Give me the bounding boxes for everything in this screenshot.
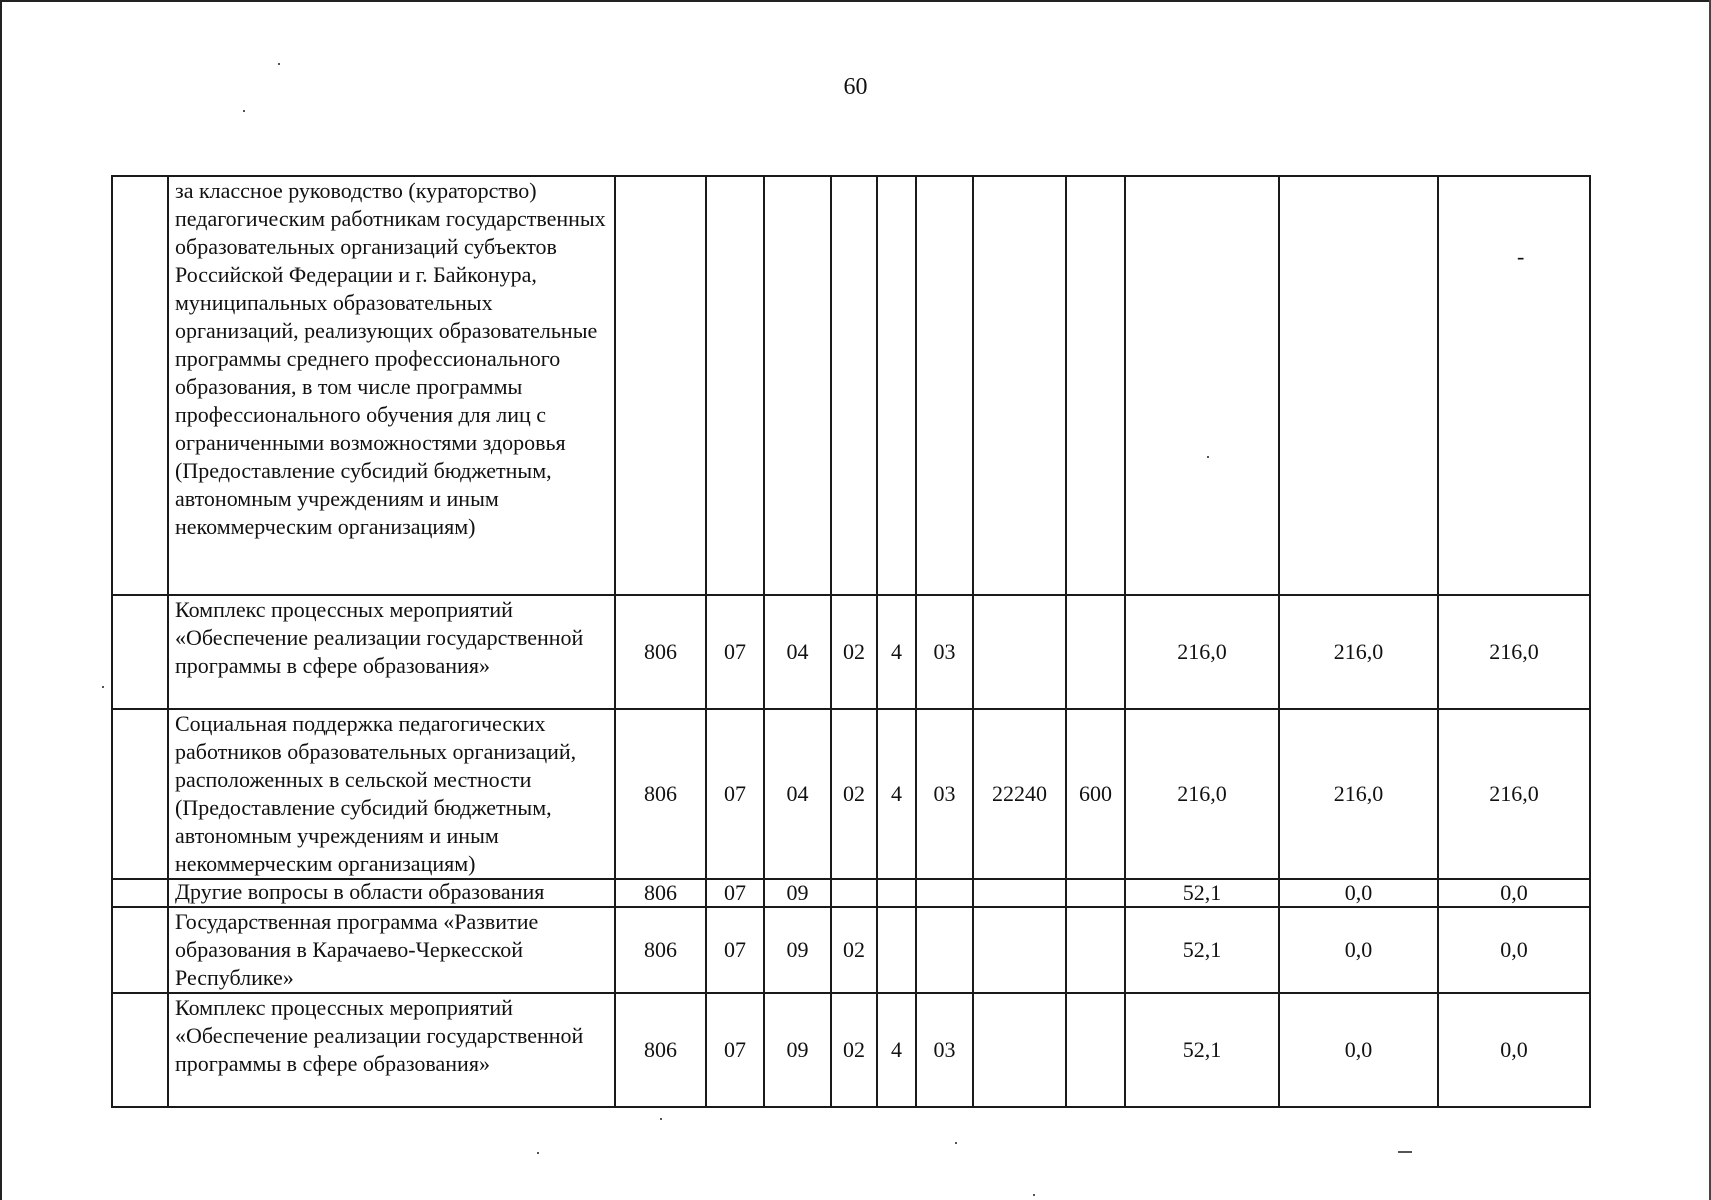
row-name-cell: Комплекс процессных мероприятий «Обеспечение реализации государственной программы в сфере образования» xyxy=(168,595,615,709)
ved-cell: 806 xyxy=(615,879,706,907)
cs-subprogram-cell: 03 xyxy=(916,709,973,879)
row-name-cell: Комплекс процессных мероприятий «Обеспечение реализации государственной программы в сфере образования» xyxy=(168,993,615,1107)
sum-year2-cell xyxy=(1279,176,1438,595)
sum-year1-cell: 52,1 xyxy=(1125,907,1279,993)
rz-cell: 07 xyxy=(706,907,764,993)
cs-subprogram-cell xyxy=(916,176,973,595)
rz-cell: 07 xyxy=(706,595,764,709)
pr-cell: 09 xyxy=(764,879,831,907)
vr-cell xyxy=(1066,176,1125,595)
sum-year1-cell: 216,0 xyxy=(1125,595,1279,709)
scan-speck xyxy=(1398,1151,1412,1153)
vr-cell xyxy=(1066,879,1125,907)
pr-cell: 04 xyxy=(764,595,831,709)
ved-cell: 806 xyxy=(615,709,706,879)
sum-year3-cell: 0,0 xyxy=(1438,907,1590,993)
cs-direction-cell xyxy=(973,879,1066,907)
ved-cell: 806 xyxy=(615,595,706,709)
cs-type-cell xyxy=(877,879,916,907)
cs-subprogram-cell xyxy=(916,879,973,907)
cs-direction-cell xyxy=(973,993,1066,1107)
pr-cell xyxy=(764,176,831,595)
cs-subprogram-cell: 03 xyxy=(916,595,973,709)
cs-program-cell: 02 xyxy=(831,993,877,1107)
sum-year2-cell: 0,0 xyxy=(1279,907,1438,993)
page-border-top xyxy=(0,0,1711,2)
vr-cell xyxy=(1066,993,1125,1107)
cs-program-cell xyxy=(831,879,877,907)
row-index-cell xyxy=(112,993,168,1107)
pr-cell: 09 xyxy=(764,907,831,993)
sum-year2-cell: 216,0 xyxy=(1279,709,1438,879)
cs-type-cell xyxy=(877,907,916,993)
sum-year2-cell: 216,0 xyxy=(1279,595,1438,709)
vr-cell xyxy=(1066,595,1125,709)
pr-cell: 09 xyxy=(764,993,831,1107)
page-border-left xyxy=(0,0,2,1200)
cs-program-cell: 02 xyxy=(831,595,877,709)
ved-cell: 806 xyxy=(615,993,706,1107)
cs-subprogram-cell: 03 xyxy=(916,993,973,1107)
table-row xyxy=(112,595,1590,709)
scan-speck xyxy=(660,1118,662,1120)
sum-year3-cell: 0,0 xyxy=(1438,993,1590,1107)
cs-program-cell: 02 xyxy=(831,907,877,993)
row-index-cell xyxy=(112,176,168,595)
budget-table xyxy=(111,175,1591,1108)
cs-type-cell: 4 xyxy=(877,595,916,709)
cs-direction-cell xyxy=(973,595,1066,709)
row-index-cell xyxy=(112,595,168,709)
cs-direction-cell xyxy=(973,176,1066,595)
cs-type-cell: 4 xyxy=(877,993,916,1107)
sum-year3-cell: 0,0 xyxy=(1438,879,1590,907)
sum-year1-cell: 52,1 xyxy=(1125,879,1279,907)
sum-year2-cell: 0,0 xyxy=(1279,879,1438,907)
rz-cell: 07 xyxy=(706,709,764,879)
scan-speck xyxy=(955,1142,957,1144)
sum-year3-cell xyxy=(1438,176,1590,595)
rz-cell xyxy=(706,176,764,595)
ved-cell xyxy=(615,176,706,595)
page-number: 60 xyxy=(843,74,868,100)
sum-year1-cell: 52,1 xyxy=(1125,993,1279,1107)
scan-speck xyxy=(1033,1194,1035,1196)
stray-dash-mark: - xyxy=(1517,244,1525,269)
cs-direction-cell xyxy=(973,907,1066,993)
row-index-cell xyxy=(112,907,168,993)
scan-speck xyxy=(278,63,280,65)
scan-speck xyxy=(102,686,104,688)
row-name-cell: за классное руководство (кураторство) педагогическим работникам государственных образовательных организаций субъектов Российской Федерации и г. Байконура, муниципальных образовательных организаций, реализующих образовательные программы среднего профессионального образования, в том числе программы профессионального обучения для лиц с ограниченными возможностями здоровья (Предоставление субсидий бюджетным, автономным учреждениям и иным некоммерческим организациям) xyxy=(168,176,615,595)
cs-program-cell xyxy=(831,176,877,595)
row-index-cell xyxy=(112,709,168,879)
sum-year1-cell xyxy=(1125,176,1279,595)
sum-year3-cell: 216,0 xyxy=(1438,709,1590,879)
sum-year1-cell: 216,0 xyxy=(1125,709,1279,879)
ved-cell: 806 xyxy=(615,907,706,993)
table-row xyxy=(112,907,1590,993)
table-row xyxy=(112,993,1590,1107)
rz-cell: 07 xyxy=(706,879,764,907)
cs-type-cell xyxy=(877,176,916,595)
vr-cell: 600 xyxy=(1066,709,1125,879)
vr-cell xyxy=(1066,907,1125,993)
table-row xyxy=(112,879,1590,907)
pr-cell: 04 xyxy=(764,709,831,879)
scan-speck xyxy=(243,110,245,112)
table-row xyxy=(112,709,1590,879)
scan-speck xyxy=(1207,456,1209,458)
row-name-cell: Социальная поддержка педагогических работников образовательных организаций, расположенных в сельской местности (Предоставление субсидий бюджетным, автономным учреждениям и иным некоммерческим организациям) xyxy=(168,709,615,879)
row-name-cell: Другие вопросы в области образования xyxy=(168,879,615,907)
cs-type-cell: 4 xyxy=(877,709,916,879)
table-row xyxy=(112,176,1590,595)
sum-year3-cell: 216,0 xyxy=(1438,595,1590,709)
sum-year2-cell: 0,0 xyxy=(1279,993,1438,1107)
row-name-cell: Государственная программа «Развитие образования в Карачаево-Черкесской Республике» xyxy=(168,907,615,993)
cs-subprogram-cell xyxy=(916,907,973,993)
cs-program-cell: 02 xyxy=(831,709,877,879)
cs-direction-cell: 22240 xyxy=(973,709,1066,879)
scan-speck xyxy=(537,1152,539,1154)
row-index-cell xyxy=(112,879,168,907)
rz-cell: 07 xyxy=(706,993,764,1107)
